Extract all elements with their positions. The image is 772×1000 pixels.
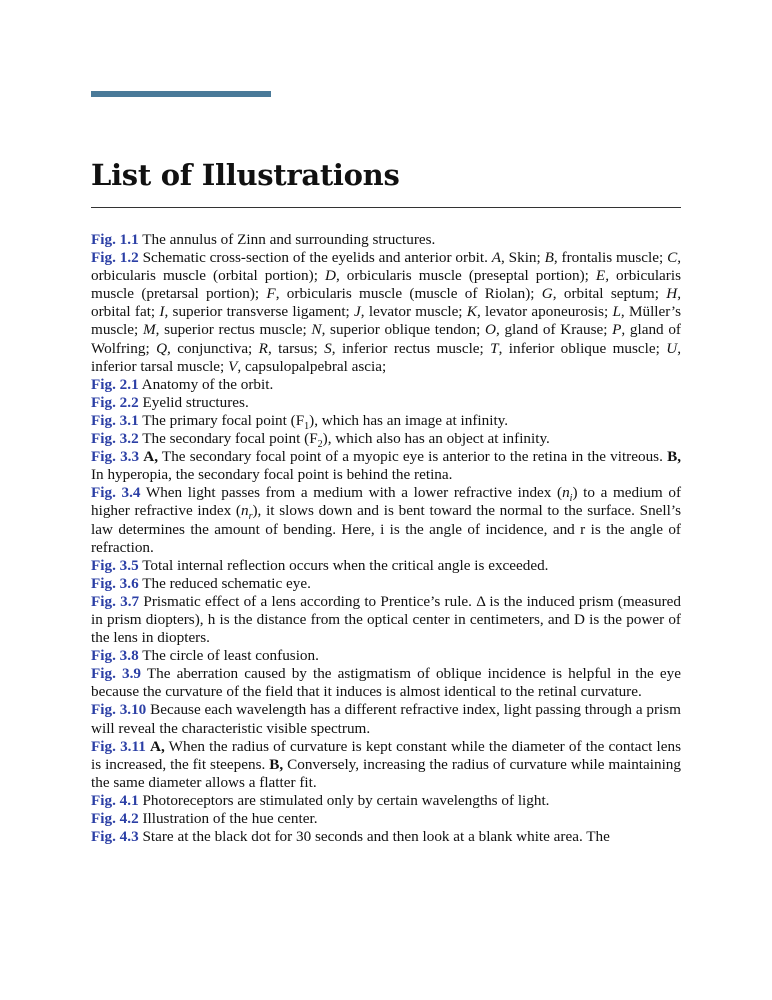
- figure-label: Fig. 3.3: [91, 448, 140, 466]
- list-item: Fig. 3.9 The aberration caused by the astigmatism of oblique incidence is helpful in the eye because the curvature of the field that it induces is almost identical to the retinal curvature.: [91, 665, 681, 701]
- list-item: Fig. 3.5 Total internal reflection occurs when the critical angle is exceeded.: [91, 556, 549, 574]
- list-item: Fig. 4.1 Photoreceptors are stimulated only by certain wavelengths of light.: [91, 791, 550, 809]
- figure-label: Fig. 2.2: [91, 393, 139, 411]
- page-title: List of Illustrations: [91, 158, 400, 192]
- figure-label: Fig. 2.1: [91, 375, 139, 393]
- list-item: Fig. 3.1 The primary focal point $(F_1)$, which has an image at infinity.: [91, 411, 509, 432]
- figure-label: Fig. 3.11: [91, 737, 146, 755]
- header-accent-bar: [91, 91, 271, 97]
- figure-label: Fig. 1.1: [91, 231, 139, 248]
- list-item: Fig. 2.2 Eyelid structures.: [91, 393, 249, 411]
- figure-label: Fig. 3.5: [91, 556, 139, 574]
- list-item: Fig. 2.1 Anatomy of the orbit.: [91, 375, 274, 393]
- title-divider: [91, 207, 681, 208]
- list-item: Fig. 3.4 When light passes from a medium with a lower refractive index $(n_i)$ to a medium of higher refractive index $(n_r)$, it slows down and is bent toward the normal to the surface. Snell’s law determines the amount of bending. Here, i is the angle of incidence, and r is the angle of refraction.: [91, 484, 681, 556]
- figure-label: Fig. 3.2: [91, 430, 139, 448]
- list-item: Fig. 1.1 The annulus of Zinn and surrounding structures.: [91, 231, 436, 248]
- illustration-list: [91, 231, 681, 846]
- figure-label: Fig. 3.10: [91, 701, 147, 719]
- list-item: Fig. 4.3 Stare at the black dot for 30 seconds and then look at a blank white area. The: [91, 828, 610, 846]
- figure-label: Fig. 3.6: [91, 574, 139, 592]
- list-item: Fig. 3.7 Prismatic effect of a lens according to Prentice’s rule. Δ is the induced prism (measured in prism diopters), h is the distance from the optical center in centimeters, and D is the power of the lens in diopters.: [91, 592, 682, 647]
- figure-label: Fig. 3.9: [91, 665, 141, 683]
- figure-label: Fig. 3.1: [91, 411, 139, 429]
- list-item: Fig. 3.8 The circle of least confusion.: [91, 647, 319, 665]
- figure-label: Fig. 4.2: [91, 810, 139, 827]
- list-item: Fig. 3.3 A, The secondary focal point of a myopic eye is anterior to the retina in the vitreous. B, In hyperopia, the secondary focal point is behind the retina.: [91, 448, 681, 484]
- figure-label: Fig. 4.3: [91, 828, 139, 846]
- figure-label: Fig. 3.4: [91, 484, 141, 502]
- list-item: Fig. 3.6 The reduced schematic eye.: [91, 574, 311, 592]
- list-item: Fig. 3.10 Because each wavelength has a different refractive index, light passing through a prism will reveal the characteristic visible spectrum.: [91, 701, 681, 737]
- list-item: Fig. 3.11 A, When the radius of curvature is kept constant while the diameter of the contact lens is increased, the fit steepens. B, Conversely, increasing the radius of curvature while maintaining the same diameter allows a flatter fit.: [91, 737, 681, 791]
- list-item: Fig. 3.2 The secondary focal point $(F_2)$, which also has an object at infinity.: [91, 430, 550, 451]
- list-item: Fig. 4.2 Illustration of the hue center.: [91, 810, 318, 827]
- figure-label: Fig. 3.7: [91, 592, 140, 610]
- list-item: Fig. 1.2 Schematic cross-section of the eyelids and anterior orbit. A, Skin; B, frontalis muscle; C, orbicularis muscle (orbital portion); D, orbicularis muscle (preseptal portion); E, orbicularis muscle (pretarsal portion); F, orbicularis muscle (muscle of Riolan); G, orbital septum; H, orbital fat; I, superior transverse ligament; J, levator muscle; K, levator aponeurosis; L, Müller’s muscle; M, superior rectus muscle; N, superior oblique tendon; O, gland of Krause; P, gland of Wolfring; Q, conjunctiva; R, tarsus; S, inferior rectus muscle; T, inferior oblique muscle; U, inferior tarsal muscle; V, capsulopalpebral ascia;: [91, 249, 682, 375]
- figure-label: Fig. 1.2: [91, 249, 139, 267]
- figure-label: Fig. 3.8: [91, 647, 139, 665]
- figure-label: Fig. 4.1: [91, 791, 139, 809]
